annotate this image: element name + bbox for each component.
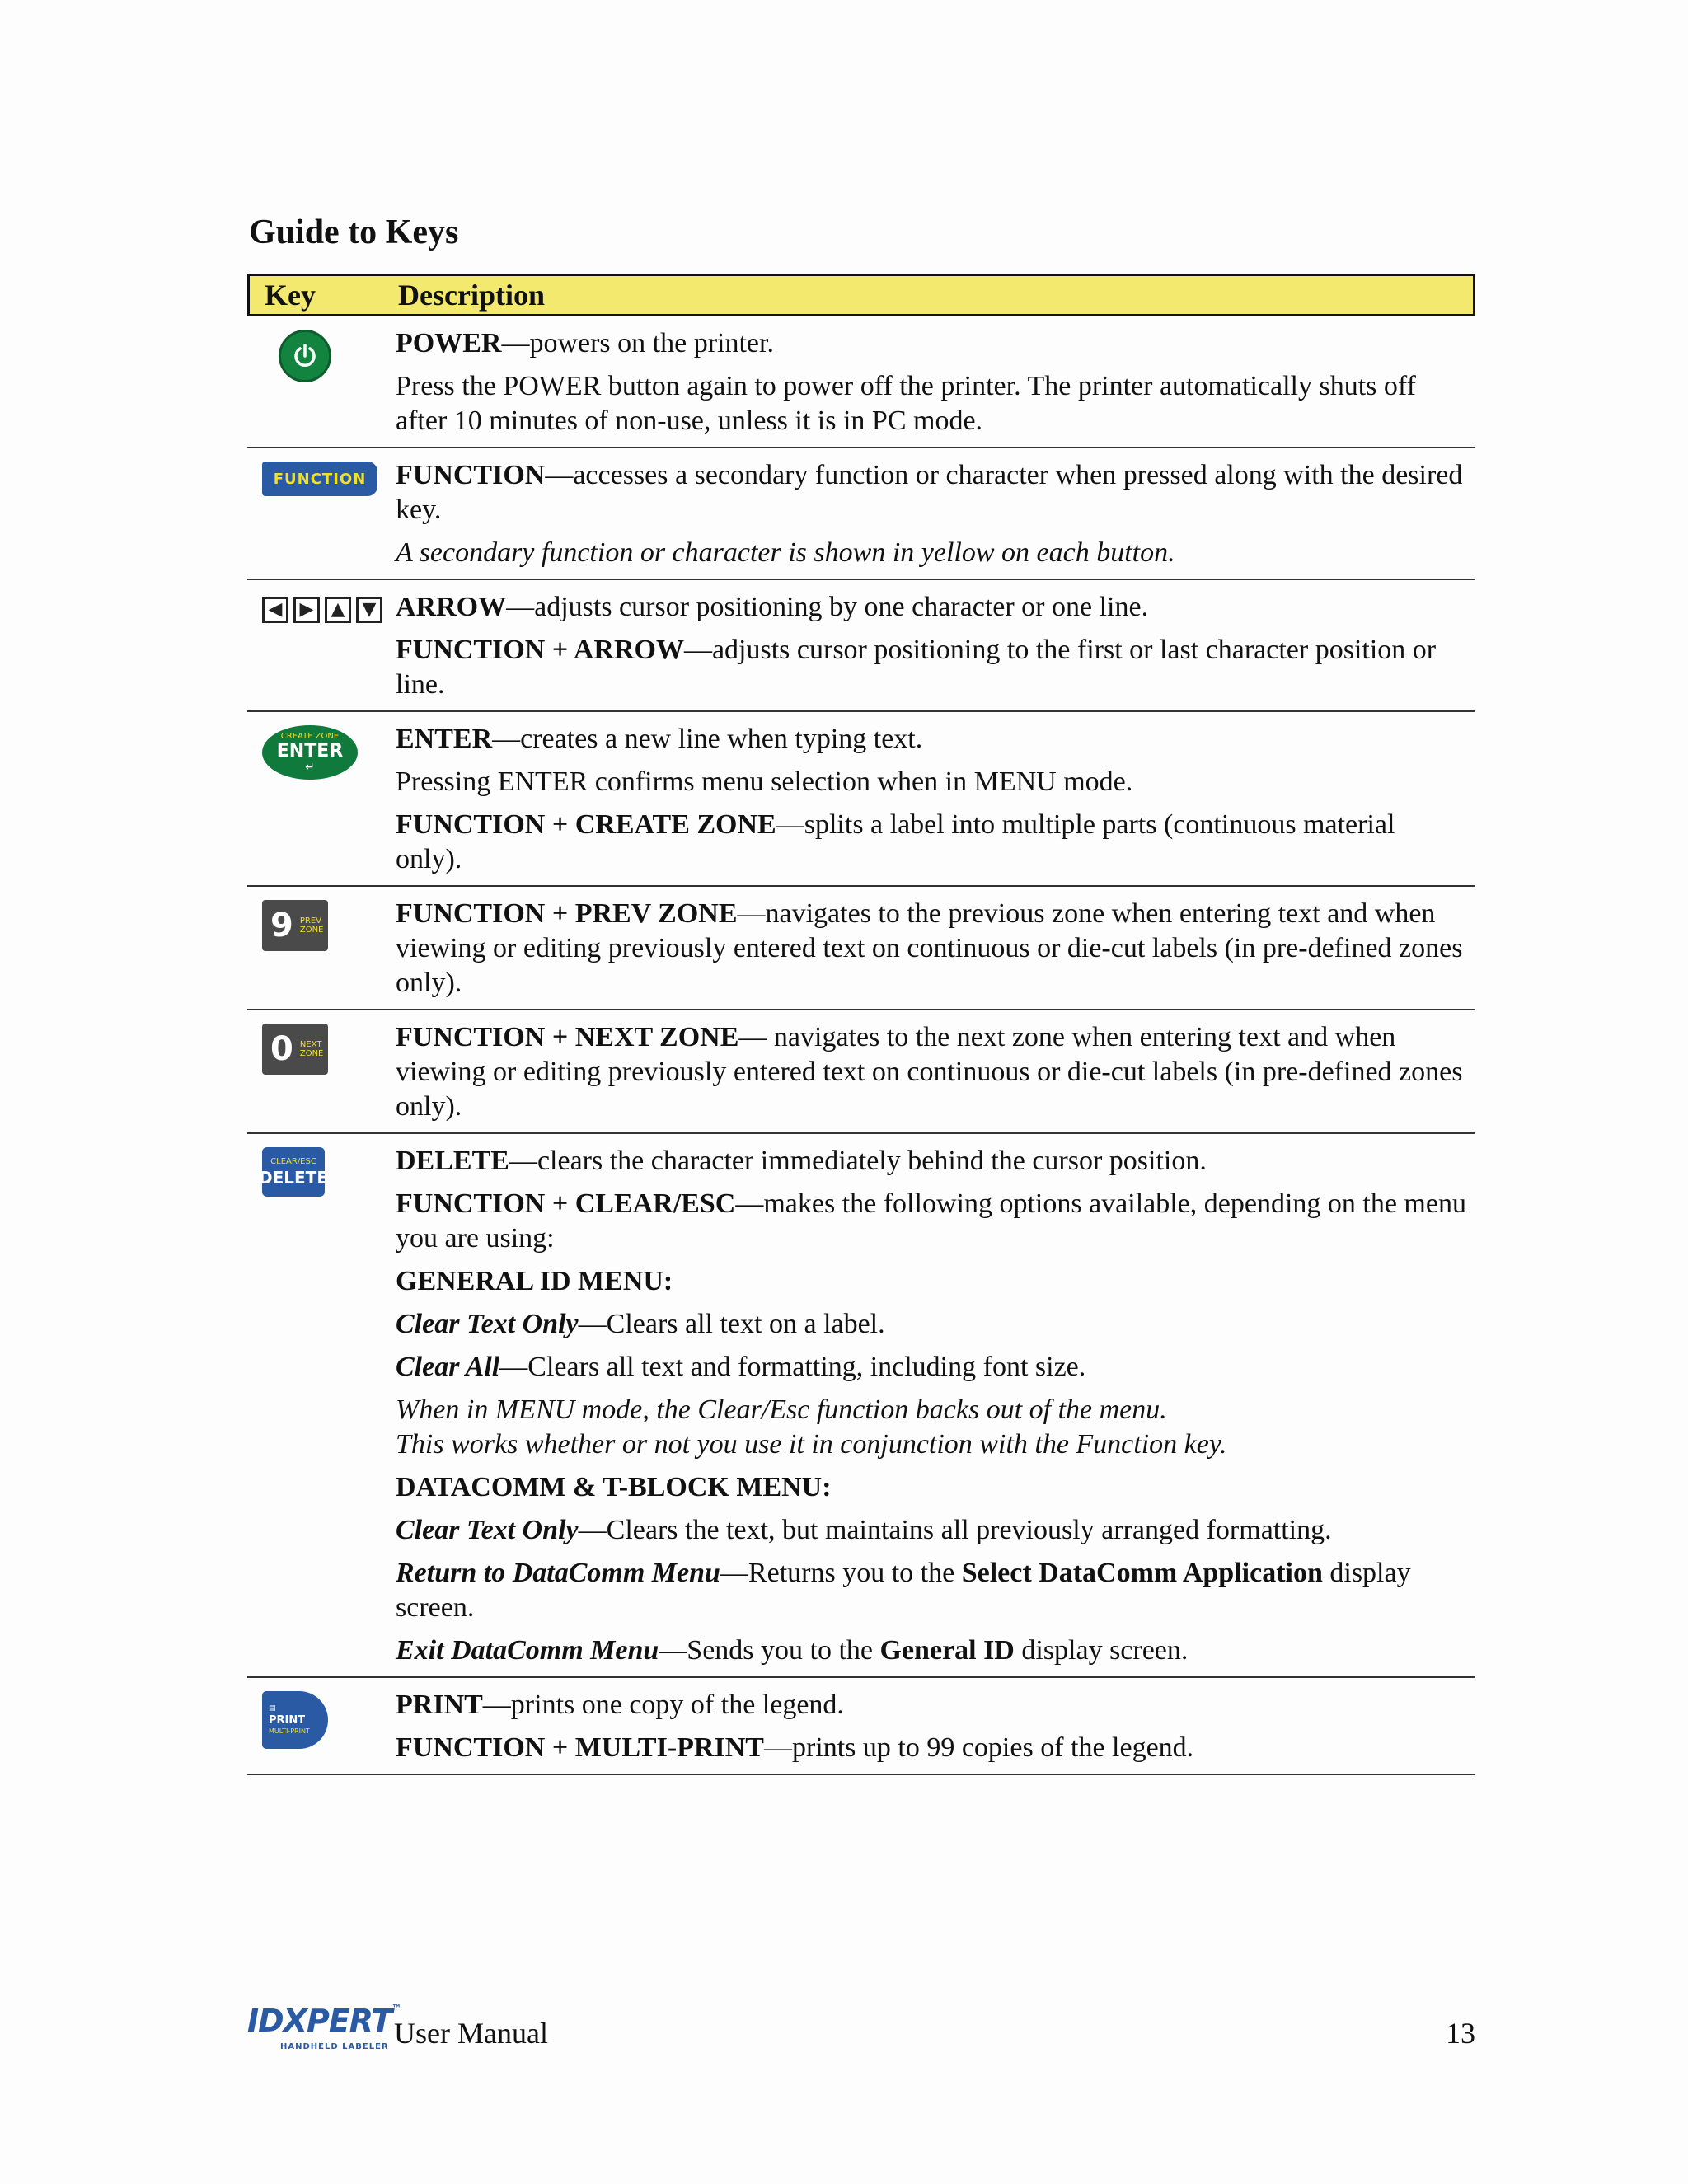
desc-line [396, 590, 1467, 625]
description-cell [396, 326, 1475, 438]
trademark: ™ [392, 2003, 401, 2014]
menu-heading: DATACOMM & T-BLOCK MENU: [396, 1472, 832, 1502]
function-key-label: FUNCTION [273, 470, 367, 488]
desc-line: Pressing ENTER confirms menu selection when in MENU mode. [396, 766, 1133, 797]
key-name: ARROW [396, 592, 507, 622]
printer-icon: ▤ [269, 1704, 276, 1713]
option-name: Return to DataComm Menu [396, 1558, 720, 1588]
page-footer [247, 1999, 1475, 2057]
desc-line [396, 1020, 1467, 1124]
description-cell [396, 897, 1475, 1001]
logo-text: IDXPERT [247, 2003, 392, 2039]
idxpert-logo [247, 2003, 401, 2039]
table-header [247, 274, 1475, 316]
page-number: 13 [1446, 2017, 1475, 2050]
key-secondary: PREV ZONE [299, 916, 324, 935]
desc-text: —Clears all text on a label. [578, 1309, 885, 1339]
print-key-icon [262, 1691, 328, 1749]
desc-text: —navigates to the previous zone when entering text and when viewing or editing previously entered text on continuous or die-cut labels (in pre-defined zones only). [396, 898, 1463, 998]
desc-text: display screen. [1014, 1635, 1189, 1666]
key-secondary: NEXT ZONE [299, 1040, 324, 1058]
table-row [247, 580, 1475, 712]
key-cell [247, 722, 396, 877]
description-cell [396, 590, 1475, 702]
desc-text: —Sends you to the [659, 1635, 880, 1666]
desc-text: —powers on the printer. [501, 328, 774, 359]
desc-line [396, 1350, 1467, 1385]
desc-line [396, 808, 1467, 877]
key-cell [247, 458, 396, 570]
option-name: Clear Text Only [396, 1515, 579, 1545]
desc-text: —Clears all text and formatting, including font size. [499, 1352, 1086, 1382]
key-name: FUNCTION [396, 460, 546, 490]
screen-name: General ID [879, 1635, 1015, 1666]
desc-text: —adjusts cursor positioning to the first or last character position or line. [396, 635, 1437, 700]
key-name: ENTER [396, 724, 493, 754]
arrow-keys-icon [262, 597, 396, 623]
section-title: Guide to Keys [249, 213, 459, 251]
desc-line [396, 1307, 1467, 1342]
key-name: DELETE [396, 1146, 509, 1176]
desc-note: A secondary function or character is shown in yellow on each button. [396, 537, 1175, 568]
desc-text: —adjusts cursor positioning by one character or one line. [506, 592, 1149, 622]
desc-line [396, 1731, 1467, 1765]
table-row [247, 712, 1475, 887]
key-name: FUNCTION + ARROW [396, 635, 684, 665]
desc-line [396, 633, 1467, 702]
desc-text: —Returns you to the [720, 1558, 962, 1588]
key-cell [247, 897, 396, 1001]
desc-note [396, 1393, 1467, 1462]
power-symbol-icon [290, 341, 320, 371]
return-arrow-icon: ↵ [305, 760, 315, 774]
key-name: PRINT [396, 1690, 483, 1720]
header-description: Description [398, 279, 545, 312]
desc-text: —prints one copy of the legend. [482, 1690, 844, 1720]
table-row [247, 1010, 1475, 1134]
print-key-label: PRINT [269, 1714, 306, 1727]
prev-zone-key-icon [262, 900, 328, 951]
desc-line [396, 326, 1467, 361]
desc-line: Press the POWER button again to power off the printer. The printer automatically shuts off after 10 minutes of non-use, unless it is in PC mode. [396, 371, 1416, 436]
power-key-icon [279, 330, 331, 382]
arrow-up-icon: ▲ [325, 597, 351, 623]
desc-line [396, 458, 1467, 527]
function-key-icon [262, 462, 377, 496]
enter-key-label: ENTER [276, 740, 344, 762]
keys-table [247, 274, 1475, 1775]
description-cell [396, 1144, 1475, 1668]
desc-text: —splits a label into multiple parts (continuous material only). [396, 809, 1395, 874]
key-cell [247, 1688, 396, 1765]
note-line: This works whether or not you use it in conjunction with the Function key. [396, 1429, 1227, 1460]
description-cell [396, 1020, 1475, 1124]
desc-line [396, 1688, 1467, 1722]
option-name: Clear Text Only [396, 1309, 579, 1339]
desc-line [396, 1513, 1467, 1548]
key-name: FUNCTION + CLEAR/ESC [396, 1188, 736, 1219]
key-name: POWER [396, 328, 502, 359]
key-name: FUNCTION + NEXT ZONE [396, 1022, 739, 1052]
option-name: Exit DataComm Menu [396, 1635, 659, 1666]
key-name: FUNCTION + PREV ZONE [396, 898, 738, 929]
key-cell [247, 1020, 396, 1124]
desc-text: —creates a new line when typing text. [492, 724, 923, 754]
key-name: FUNCTION + MULTI-PRINT [396, 1732, 764, 1763]
key-cell [247, 1144, 396, 1668]
menu-heading: GENERAL ID MENU: [396, 1266, 673, 1296]
desc-text: —accesses a secondary function or character when pressed along with the desired key. [396, 460, 1463, 525]
table-row [247, 448, 1475, 580]
header-key: Key [265, 279, 316, 312]
desc-text: — navigates to the next zone when entering text and when viewing or editing previously entered text on continuous or die-cut labels (in pre-defined zones only). [396, 1022, 1463, 1122]
desc-line [396, 1144, 1467, 1179]
delete-key-label: DELETE [259, 1168, 328, 1188]
table-row [247, 887, 1475, 1010]
desc-text: display screen. [396, 1558, 1411, 1623]
enter-key-icon [262, 725, 358, 780]
table-row [247, 1678, 1475, 1775]
arrow-right-icon: ▶ [293, 597, 320, 623]
arrow-left-icon: ◀ [262, 597, 288, 623]
option-name: Clear All [396, 1352, 500, 1382]
desc-line [396, 1556, 1467, 1625]
delete-key-icon [259, 1147, 328, 1197]
print-key-secondary: MULTI-PRINT [269, 1727, 310, 1735]
desc-text: —prints up to 99 copies of the legend. [763, 1732, 1194, 1763]
key-name: FUNCTION + CREATE ZONE [396, 809, 776, 840]
desc-line [396, 1187, 1467, 1256]
desc-line [396, 897, 1467, 1001]
key-digit: 9 [270, 907, 293, 944]
key-cell [247, 326, 396, 438]
key-digit: 0 [270, 1030, 293, 1068]
desc-text: —makes the following options available, depending on the menu you are using: [396, 1188, 1466, 1254]
enter-key-secondary: CREATE ZONE [280, 731, 340, 741]
screen-name: Select DataComm Application [961, 1558, 1323, 1588]
delete-key-secondary: CLEAR/ESC [270, 1157, 316, 1166]
table-row [247, 1134, 1475, 1678]
description-cell [396, 722, 1475, 877]
desc-line [396, 722, 1467, 757]
logo-subtitle: HANDHELD LABELER [280, 2042, 389, 2051]
arrow-down-icon: ▼ [356, 597, 382, 623]
desc-line [396, 1633, 1467, 1668]
desc-text: —clears the character immediately behind the cursor position. [509, 1146, 1207, 1176]
table-row [247, 316, 1475, 448]
key-cell [247, 590, 396, 702]
description-cell [396, 458, 1475, 570]
description-cell [396, 1688, 1475, 1765]
next-zone-key-icon [262, 1024, 328, 1075]
note-line: When in MENU mode, the Clear/Esc function backs out of the menu. [396, 1394, 1167, 1425]
desc-text: —Clears the text, but maintains all previously arranged formatting. [578, 1515, 1332, 1545]
footer-title: User Manual [394, 2017, 548, 2050]
